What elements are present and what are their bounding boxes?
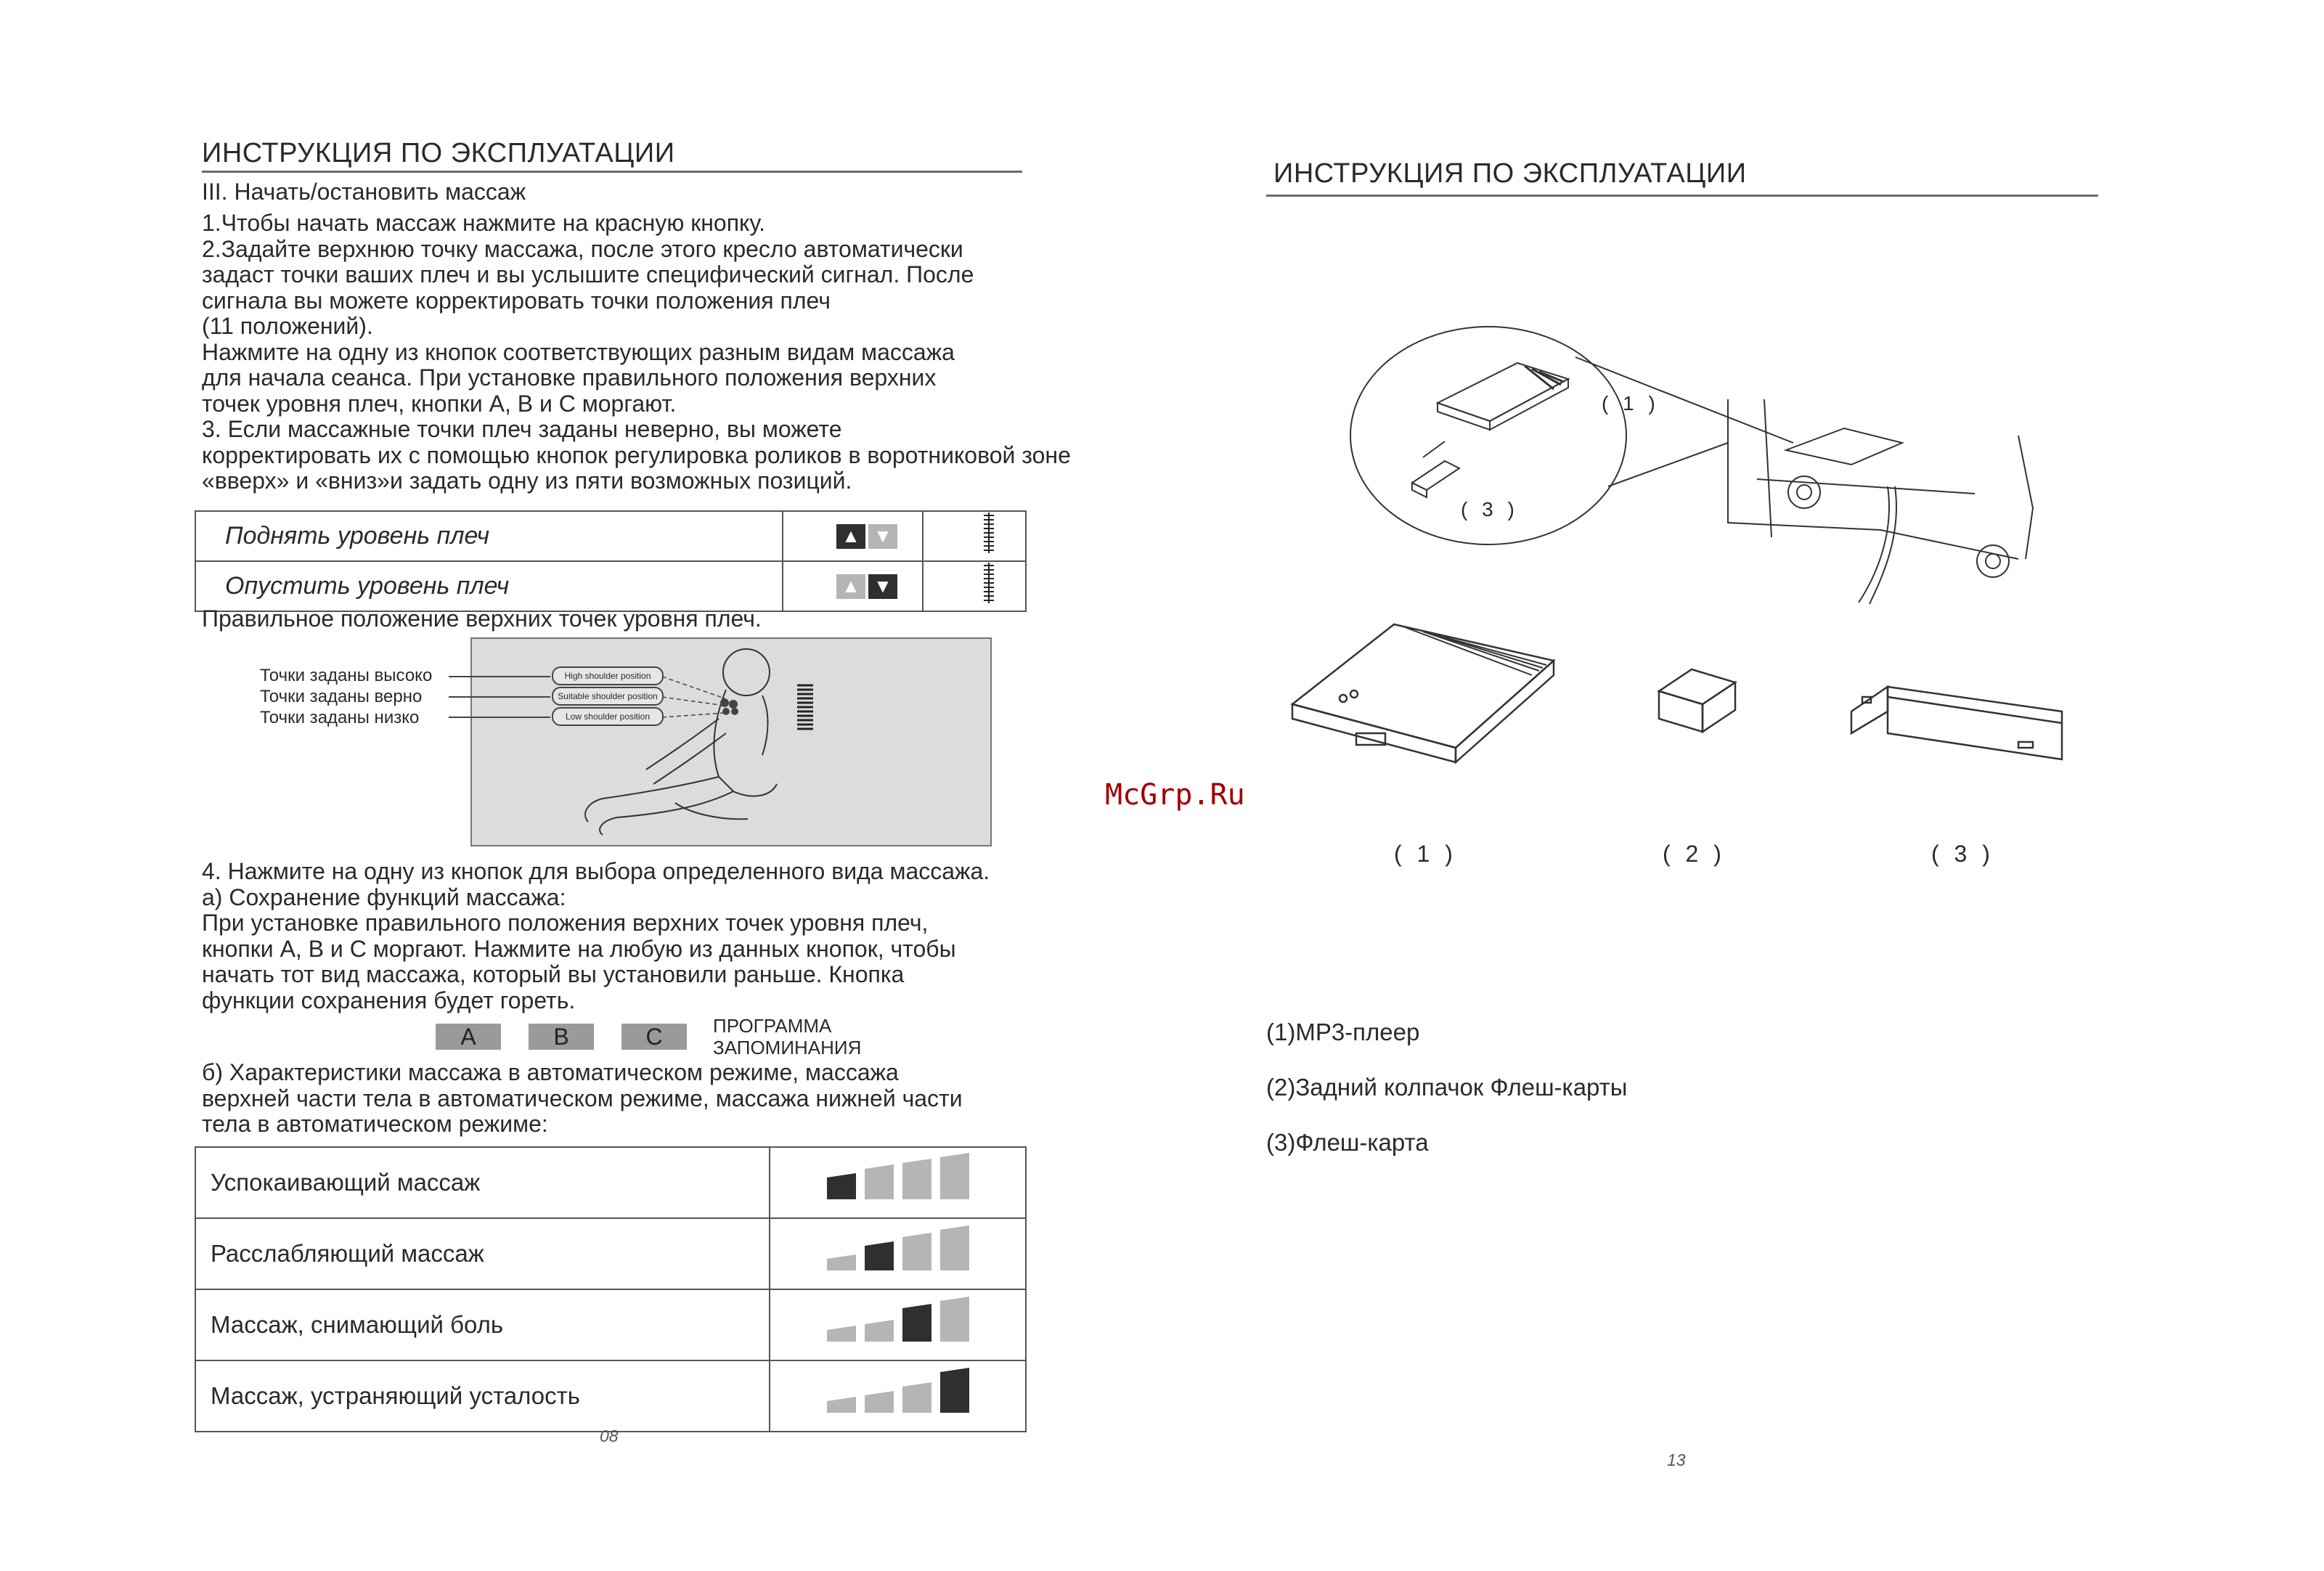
level-indicator-icon <box>982 513 996 553</box>
callout-label-3: ( 3 ) <box>1461 498 1519 521</box>
list-item: (1)МР3-плеер <box>1266 1019 1420 1045</box>
mode-intensity-3 <box>770 1289 1026 1360</box>
section-title: III. Начать/остановить массаж <box>202 179 526 205</box>
shoulder-up-label: Поднять уровень плеч <box>195 511 783 561</box>
up-arrow-icon: ▲ <box>836 524 865 549</box>
memory-buttons <box>436 1024 687 1050</box>
left-page-header: ИНСТРУКЦИЯ ПО ЭКСПЛУАТАЦИИ <box>202 138 675 168</box>
memory-program-label <box>713 1015 861 1058</box>
components-list <box>1266 1005 1628 1170</box>
table-row <box>195 561 1026 611</box>
table-row <box>195 1360 1026 1432</box>
down-arrow-icon: ▼ <box>868 574 897 599</box>
level-indicator-icon <box>982 563 996 603</box>
intensity-bars-icon <box>785 1362 1024 1424</box>
legend-high: Точки заданы высоко <box>260 666 433 685</box>
table-row <box>195 1218 1026 1289</box>
memory-label-line2: ЗАПОМИНАНИЯ <box>713 1037 862 1058</box>
shoulder-down-label: Опустить уровень плеч <box>195 561 783 611</box>
flash-cap-icon <box>1659 669 1735 732</box>
table-row <box>195 1147 1026 1218</box>
flash-drive-icon <box>1851 687 2062 759</box>
components-illustration <box>1285 617 2069 806</box>
shoulder-up-buttons <box>783 511 923 561</box>
massage-modes-table <box>195 1146 1027 1432</box>
mode-intensity-4 <box>770 1360 1026 1432</box>
table-row <box>195 1289 1026 1360</box>
right-page-header: ИНСТРУКЦИЯ ПО ЭКСПЛУАТАЦИИ <box>1273 158 1747 189</box>
right-header-rule <box>1266 195 2098 197</box>
shoulder-down-indicator <box>923 561 1026 611</box>
tag-high: High shoulder position <box>552 666 664 685</box>
table-row <box>195 511 1026 561</box>
memory-button-a[interactable]: A <box>436 1024 501 1050</box>
item-label-3: ( 3 ) <box>1931 841 1994 867</box>
up-arrow-icon: ▲ <box>836 574 865 599</box>
left-page-number: 08 <box>600 1427 619 1445</box>
intensity-bars-icon <box>785 1220 1024 1282</box>
mp3-player-icon <box>1292 624 1554 762</box>
shoulder-down-buttons <box>783 561 923 611</box>
legend-low: Точки заданы низко <box>260 708 420 727</box>
tag-low: Low shoulder position <box>552 707 664 726</box>
right-page-number: 13 <box>1667 1450 1686 1469</box>
mode-label-3: Массаж, снимающий боль <box>195 1289 770 1360</box>
left-header-rule <box>202 171 1022 173</box>
legend-connectors <box>449 668 550 726</box>
list-item: (3)Флеш-карта <box>1266 1129 1429 1156</box>
list-item: (2)Задний колпачок Флеш-карты <box>1266 1074 1628 1101</box>
item-label-1: ( 1 ) <box>1394 841 1457 867</box>
figure-legend <box>260 665 432 728</box>
item-label-2: ( 2 ) <box>1663 841 1726 867</box>
memory-button-b[interactable]: B <box>529 1024 594 1050</box>
watermark: McGrp.Ru <box>1105 778 1245 812</box>
memory-button-c[interactable]: C <box>621 1024 687 1050</box>
shoulder-level-table <box>195 510 1027 612</box>
intensity-bars-icon <box>785 1291 1024 1353</box>
instructions-paragraph-2: 4. Нажмите на одну из кнопок для выбора определенного вида массажа. а) Сохранение функций массажа: При установке правильного положения верхних точек уровня плеч, кнопки А, В и С моргают. Нажмите на любую из данных кнопок, чтобы начать тот вид массажа, который вы установили раньше. Кнопка функции сохранения будет гореть. <box>202 858 990 1013</box>
instructions-paragraph-3: б) Характеристики массажа в автоматическом режиме, массажа верхней части тела в автоматическом режиме, массажа нижней части тела в автоматическом режиме: <box>202 1059 963 1137</box>
instructions-paragraph-1: 1.Чтобы начать массаж нажмите на красную кнопку. 2.Задайте верхнюю точку массажа, после этого кресло автоматически задаст точки ваших плеч и вы услышите специфический сигнал. После сигнала вы можете корректировать точки положения плеч (11 положений). Нажмите на одну из кнопок соответствующих разным видам массажа для начала сеанса. При установке правильного положения верхних точек уровня плеч, кнопки А, В и С моргают. 3. Если массажные точки плеч заданы неверно, вы можете корректировать их с помощью кнопок регулировка роликов в воротниковой зоне «вверх» и «вниз»и задать одну из пяти возможных позиций. <box>202 210 1071 494</box>
legend-suitable: Точки заданы верно <box>260 687 423 706</box>
mode-intensity-2 <box>770 1218 1026 1289</box>
tag-suitable: Suitable shoulder position <box>552 687 664 706</box>
mode-label-1: Успокаивающий массаж <box>195 1147 770 1218</box>
mode-label-4: Массаж, устраняющий усталость <box>195 1360 770 1432</box>
memory-label-line1: ПРОГРАММА <box>713 1015 832 1037</box>
callout-label-1: ( 1 ) <box>1602 392 1660 415</box>
chair-installation-illustration <box>1321 319 2047 624</box>
shoulder-up-indicator <box>923 511 1026 561</box>
down-arrow-icon: ▼ <box>868 524 897 549</box>
mode-intensity-1 <box>770 1147 1026 1218</box>
intensity-bars-icon <box>785 1148 1024 1211</box>
correct-position-caption: Правильное положение верхних точек уровня плеч. <box>202 605 762 632</box>
mode-label-2: Расслабляющий массаж <box>195 1218 770 1289</box>
